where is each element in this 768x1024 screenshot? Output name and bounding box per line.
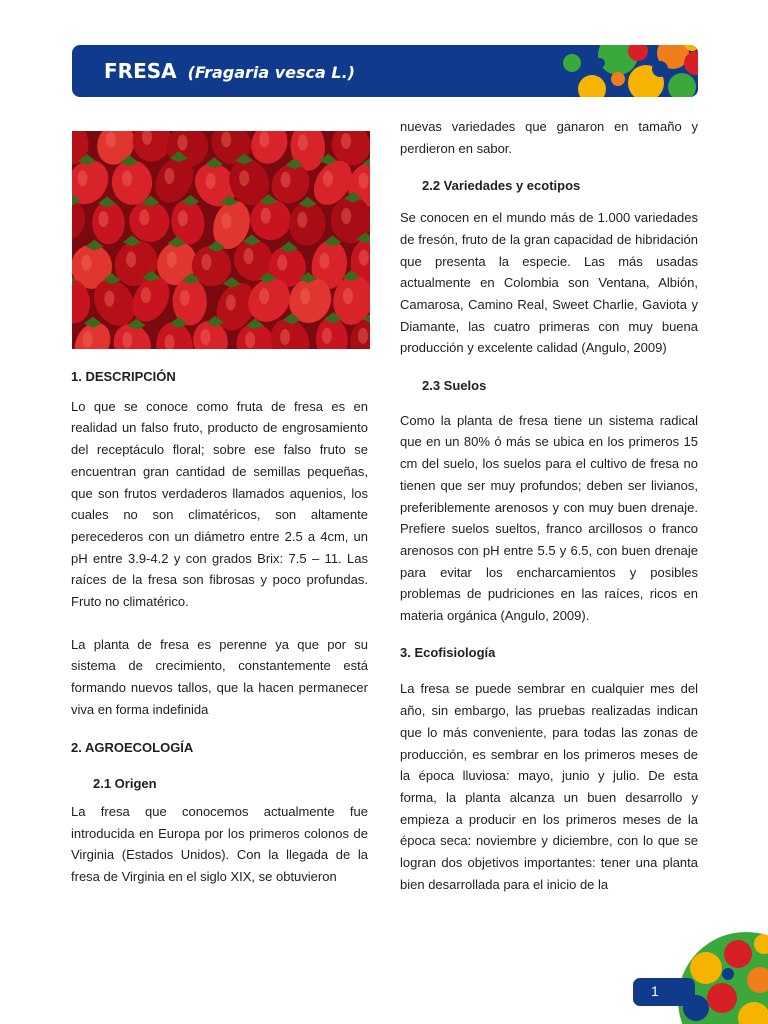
strawberry-highlight <box>226 295 236 311</box>
strawberry-highlight <box>281 172 291 188</box>
strawberry-highlight <box>178 135 188 151</box>
heading-descripcion: 1. DESCRIPCIÓN <box>71 369 176 384</box>
strawberry-highlight <box>206 173 216 189</box>
strawberry-highlight <box>77 170 87 186</box>
strawberry-highlight <box>201 254 211 270</box>
colorful-circle-pattern-icon <box>676 928 768 1024</box>
strawberry-highlight <box>178 210 188 226</box>
strawberry-highlight <box>280 329 290 345</box>
strawberry-highlight <box>259 288 269 304</box>
strawberry-highlight <box>300 288 310 304</box>
strawberry-highlight <box>98 211 108 227</box>
left-column <box>71 366 368 888</box>
strawberry-highlight <box>277 255 287 271</box>
strawberry-highlight <box>83 332 93 348</box>
document-title <box>104 59 355 85</box>
strawberry-highlight <box>82 255 92 271</box>
strawberry-highlight <box>164 168 174 184</box>
strawberry-highlight <box>322 328 332 344</box>
heading-variedades: 2.2 Variedades y ecotipos <box>422 178 581 194</box>
scientific-name: (Fragaria vesca L.) <box>187 63 355 82</box>
page-number: 1 <box>633 978 695 1006</box>
strawberry-highlight <box>319 253 329 269</box>
strawberry-highlight <box>122 332 132 348</box>
paragraph-origen: La fresa que conocemos actualmente fue introducida en Europa por los primeros colonos de Virginia (Estados Unidos). Con la llegada de la fresa de Virginia en el siglo XIX, se obtuvieron <box>71 803 368 885</box>
header-banner <box>72 45 698 97</box>
strawberry-highlight <box>359 173 369 189</box>
strawberry-highlight <box>221 131 231 147</box>
strawberry-highlight <box>200 329 210 345</box>
strawberry-highlight <box>245 332 255 348</box>
strawberry-highlight <box>122 171 132 187</box>
strawberry-highlight <box>106 132 116 148</box>
strawberry-highlight <box>359 250 369 266</box>
strawberry-highlight <box>244 248 254 264</box>
strawberry-highlight <box>222 213 232 229</box>
strawberry-highlight <box>126 251 136 267</box>
strawberry-highlight <box>167 251 177 267</box>
paragraph-descripcion: Lo que se conoce como fruta de fresa es en realidad un falso fruto, producto de engrosamiento del receptáculo floral; sobre ese falso fruto se encuentran gran cantidad de semillas pequeñas, que son frutos verdaderos llamados aquenios, los cuales no son climatéricos, son altamente perecederos con un diámetro entre 2.5 a 4cm, un pH entre 3.9-4.2 y con grados Brix: 7.5 – 11. Las raíces de la fresa son fibrosas y poco profundas. Fruto no climatérico. <box>71 398 368 610</box>
strawberry-highlight <box>323 171 333 187</box>
paragraph-ecofisiologia: La fresa se puede sembrar en cualquier mes del año, sin embargo, las pruebas realizadas indican que lo más conveniente, para todas las zonas de producción, es sembrar en los primeros meses de la época lluviosa: mayo, junio y julio. De esta forma, la planta alcanza un buen desarrollo y empieza a producir en los primeros meses de la época seca: noviembre y diciembre, con lo que se logran dos objetivos importantes: tener una planta bien desarrollada para el inicio de la <box>400 681 698 892</box>
strawberry-highlight <box>341 208 351 224</box>
strawberry-highlight <box>180 290 190 306</box>
strawberry-highlight <box>343 288 353 304</box>
colorful-blobs-pattern-icon <box>468 45 698 97</box>
paragraph-suelos: Como la planta de fresa tiene un sistema radical que en un 80% ó más se ubica en los primeros 15 cm del suelo, los suelos para el cultivo de fresa no tienen que ser muy profundos; deben ser livianos, preferiblemente arenosos y con muy buen drenaje. Prefiere suelos sueltos, franco arcillosos o franco arenosos con pH entre 5.5 y 6.5, con buen drenaje para evitar los encharcamientos y posibles problemas de pudriciones en las raíces, ricos en materia orgánica (Angulo, 2009). <box>400 412 698 624</box>
heading-ecofisiologia: 3. Ecofisiología <box>400 644 496 660</box>
paragraph-continuation: nuevas variedades que ganaron en tamaño y perdieron en sabor. <box>400 119 698 156</box>
strawberry-highlight <box>298 134 308 150</box>
strawberry-highlight <box>139 209 149 225</box>
heading-suelos: 2.3 Suelos <box>422 378 487 394</box>
strawberry-highlight <box>297 212 307 228</box>
title-text: FRESA <box>104 59 177 83</box>
paragraph-variedades: Se conocen en el mundo más de 1.000 variedades de fresón, fruto de la gran capacidad de hibridación que presenta la especie. Las más usadas actualmente en Colombia son Ventana, Albión, Camarosa, Camino Real, Sweet Charlie, Gaviota y Diamante, las cuatro primeras con muy buena producción y excelente calidad (Angulo, 2009) <box>400 210 698 356</box>
strawberry-highlight <box>341 133 351 149</box>
strawberry-highlight <box>261 208 271 224</box>
strawberry-highlight <box>259 131 269 147</box>
strawberries-photo <box>72 131 370 349</box>
paragraph-perenne: La planta de fresa es perenne ya que por su sistema de crecimiento, constantemente está formando nuevos tallos, que la hacen permanecer viva en forma indefinida <box>71 636 368 717</box>
heading-agroecologia: 2. AGROECOLOGÍA <box>71 739 194 755</box>
strawberry-highlight <box>141 287 151 303</box>
heading-origen: 2.1 Origen <box>93 776 157 792</box>
strawberry-highlight <box>104 291 114 307</box>
strawberry-highlight <box>239 170 249 186</box>
right-column <box>400 116 698 896</box>
strawberry-highlight <box>358 328 368 344</box>
